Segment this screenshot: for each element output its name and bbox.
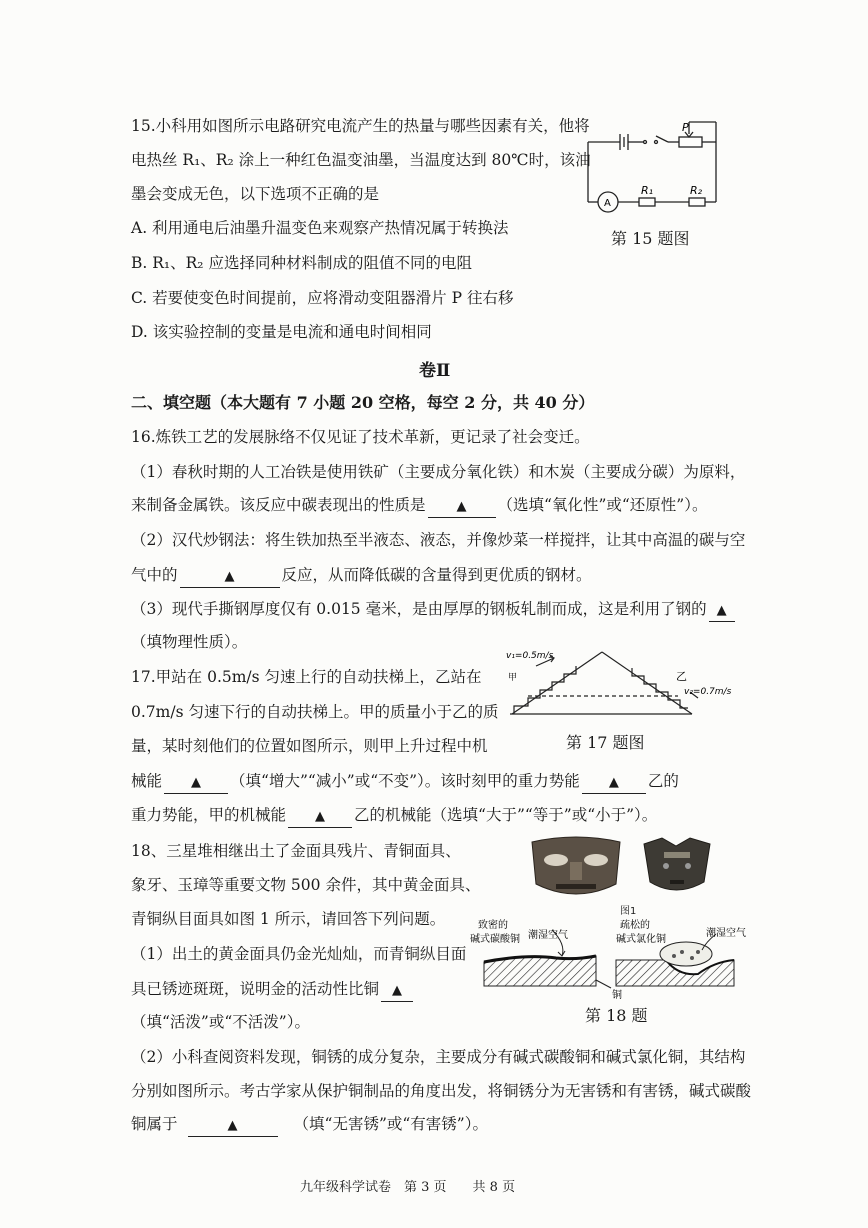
- q18-figure-caption: 第 18 题: [585, 1006, 648, 1025]
- label-copper: 铜: [612, 990, 622, 1000]
- volume-title: 卷Ⅱ: [419, 361, 451, 381]
- q16-p2-line2: 气中的 ▲ 反应，从而降低碳的含量得到更优质的钢材。: [131, 565, 592, 588]
- q15-circuit-diagram: [584, 118, 724, 218]
- label-dense: 致密的: [478, 920, 508, 931]
- answer-blank-17-3[interactable]: ▲: [288, 805, 352, 828]
- q16-intro: 16.炼铁工艺的发展脉络不仅见证了技术革新，更记录了社会变迁。: [131, 428, 590, 446]
- q16-p1-line2: 来制备金属铁。该反应中碳表现出的性质是 ▲ （选填“氧化性”或“还原性”）。: [131, 495, 707, 518]
- label-moist-2: 潮湿空气: [706, 928, 746, 939]
- q18-p1-last: （填“活泼”或“不活泼”）。: [131, 1013, 310, 1031]
- answer-blank-16-3[interactable]: ▲: [709, 599, 735, 622]
- q17-figure-caption: 第 17 题图: [566, 733, 645, 752]
- q18-p2-line2: 分别如图所示。考古学家从保护铜制品的角度出发，将铜锈分为无害锈和有害锈，碱式碳酸: [131, 1082, 752, 1100]
- q18-line-1: 18、三星堆相继出土了金面具残片、青铜面具、: [131, 842, 461, 860]
- circuit-label-r1: R₁: [641, 184, 654, 197]
- answer-blank-16-2[interactable]: ▲: [180, 565, 280, 588]
- q17-line-5: 重力势能，甲的机械能 ▲ 乙的机械能（选填“大于”“等于”或“小于”）。: [131, 805, 657, 828]
- q18-line-5: 具已锈迹斑斑，说明金的活动性比铜 ▲: [131, 979, 415, 1002]
- q16-p1-line1: （1）春秋时期的人工冶铁是使用铁矿（主要成分氧化铁）和木炭（主要成分碳）为原料，: [131, 463, 746, 481]
- q17-line-1: 17.甲站在 0.5m/s 匀速上行的自动扶梯上，乙站在: [131, 668, 482, 686]
- answer-blank-17-2[interactable]: ▲: [582, 771, 646, 794]
- circuit-label-ammeter: A: [604, 198, 611, 209]
- q16-p3-line2: （填物理性质）。: [131, 633, 248, 651]
- q15-line-2: 电热丝 R₁、R₂ 涂上一种红色温变油墨，当温度达到 80℃时，该油: [131, 151, 591, 169]
- answer-blank-16-1[interactable]: ▲: [428, 495, 496, 518]
- q17-escalator-diagram: [502, 644, 742, 724]
- q17-line-3: 量，某时刻他们的位置如图所示，则甲上升过程中机: [131, 737, 488, 755]
- q18-line-4: （1）出土的黄金面具仍金光灿灿，而青铜纵目面: [131, 945, 467, 963]
- q18-figure1-label: 图1: [620, 906, 637, 917]
- q18-corrosion-diagram: [466, 914, 756, 1000]
- q15-option-a: A. 利用通电后油墨升温变色来观察产热情况属于转换法: [131, 219, 509, 237]
- q18-line-2: 象牙、玉璋等重要文物 500 余件，其中黄金面具、: [131, 876, 481, 894]
- q16-p3-line1: （3）现代手撕钢厚度仅有 0.015 毫米，是由厚厚的钢板轧制而成，这是利用了钢的 ▲: [131, 599, 737, 622]
- q17-line-4: 械能 ▲ （填“增大”“减小”或“不变”）。该时刻甲的重力势能 ▲ 乙的: [131, 771, 679, 794]
- q15-option-c: C. 若要使变色时间提前，应将滑动变阻器滑片 P 往右移: [131, 289, 514, 307]
- escalator-v2-label: v₂=0.7m/s: [684, 687, 732, 697]
- circuit-label-r2: R₂: [690, 184, 703, 197]
- answer-blank-18-1[interactable]: ▲: [381, 979, 413, 1002]
- q17-line-2: 0.7m/s 匀速下行的自动扶梯上。甲的质量小于乙的质: [131, 703, 499, 721]
- page-footer: 九年级科学试卷 第 3 页 共 8 页: [300, 1180, 516, 1195]
- section2-heading: 二、填空题（本大题有 7 小题 20 空格，每空 2 分，共 40 分）: [131, 393, 595, 412]
- q15-figure-caption: 第 15 题图: [611, 229, 690, 248]
- escalator-v1-label: v₁=0.5m/s: [506, 651, 554, 661]
- escalator-jia-label: 甲: [508, 673, 518, 683]
- answer-blank-18-2[interactable]: ▲: [188, 1114, 278, 1137]
- label-loose-2: 碱式氯化铜: [616, 934, 666, 945]
- bronze-mask-image: [644, 838, 710, 890]
- gold-mask-image: [532, 837, 620, 894]
- answer-blank-17-1[interactable]: ▲: [164, 771, 228, 794]
- label-moist-1: 潮湿空气: [528, 930, 568, 941]
- q18-p2-line3: 铜属于 ▲ （填“无害锈”或“有害锈”）。: [131, 1114, 488, 1137]
- q15-line-1: 15.小科用如图所示电路研究电流产生的热量与哪些因素有关，他将: [131, 117, 590, 135]
- q18-line-3: 青铜纵目面具如图 1 所示，请回答下列问题。: [131, 910, 446, 928]
- label-dense-2: 碱式碳酸铜: [470, 934, 520, 945]
- q15-option-d: D. 该实验控制的变量是电流和通电时间相同: [131, 323, 432, 341]
- circuit-label-p: P: [682, 121, 689, 134]
- q15-line-3: 墨会变成无色，以下选项不正确的是: [131, 185, 380, 203]
- q16-p2-line1: （2）汉代炒钢法：将生铁加热至半液态、液态，并像炒菜一样搅拌，让其中高温的碳与空: [131, 531, 746, 549]
- q18-p2-line1: （2）小科查阅资料发现，铜锈的成分复杂，主要成分有碱式碳酸铜和碱式氯化铜，其结构: [131, 1048, 746, 1066]
- q15-option-b: B. R₁、R₂ 应选择同种材料制成的阻值不同的电阻: [131, 254, 472, 272]
- escalator-yi-label: 乙: [676, 670, 687, 683]
- label-loose: 疏松的: [620, 920, 650, 931]
